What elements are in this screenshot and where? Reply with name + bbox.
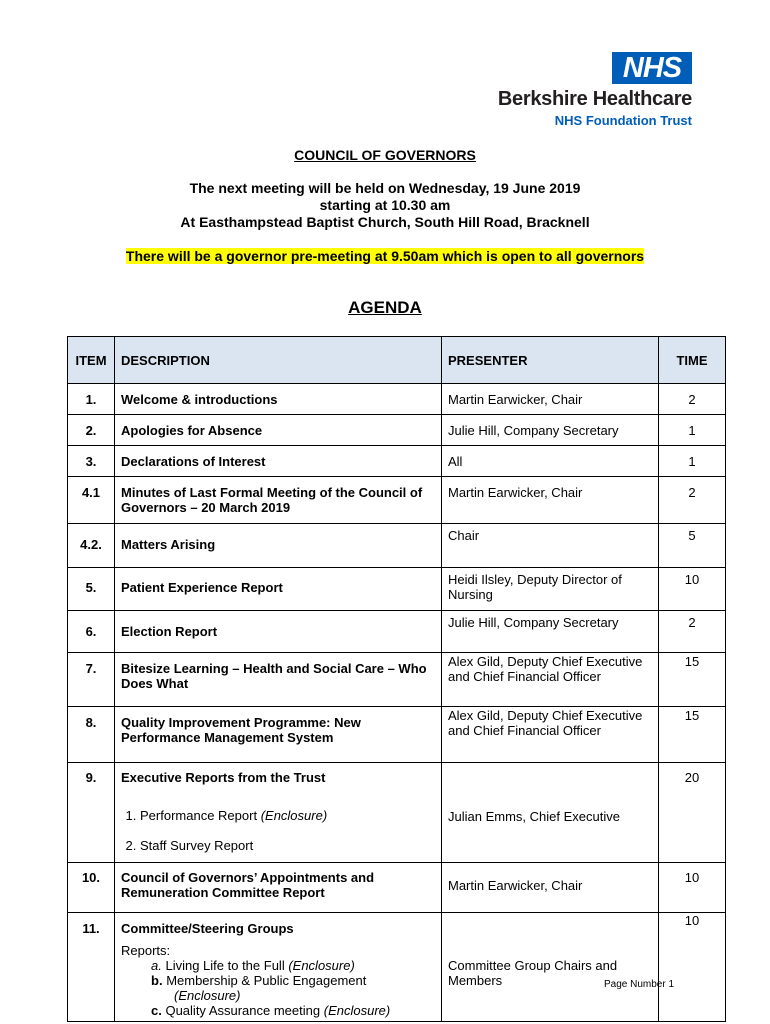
table-row xyxy=(68,524,726,568)
trust-name: Berkshire Healthcare xyxy=(497,88,692,110)
row-time: 15 xyxy=(659,653,726,707)
row-item: 2. xyxy=(68,415,115,446)
meeting-venue-line: At Easthampstead Baptist Church, South Hill Road, Bracknell xyxy=(180,214,590,230)
header-time: TIME xyxy=(659,337,726,384)
row-presenter: Julie Hill, Company Secretary xyxy=(442,415,659,446)
row-description xyxy=(115,913,442,1022)
row-time: 10 xyxy=(659,863,726,913)
row-item: 4.1 xyxy=(68,477,115,524)
row-presenter: All xyxy=(442,446,659,477)
table-row xyxy=(68,611,726,653)
list-item: 1. Performance Report (Enclosure) xyxy=(140,808,435,823)
row-description: Matters Arising xyxy=(115,524,442,568)
row-item: 6. xyxy=(68,611,115,653)
header-description: DESCRIPTION xyxy=(115,337,442,384)
row-item: 11. xyxy=(68,913,115,1022)
table-header-row xyxy=(68,337,726,384)
row-item: 3. xyxy=(68,446,115,477)
row-description: Welcome & introductions xyxy=(115,384,442,415)
trust-subtitle: NHS Foundation Trust xyxy=(554,113,692,128)
row-presenter: Julie Hill, Company Secretary xyxy=(442,611,659,653)
row-item: 4.2. xyxy=(68,524,115,568)
row-presenter: Alex Gild, Deputy Chief Executive and Chief Financial Officer xyxy=(442,653,659,707)
list-item: 2. Staff Survey Report xyxy=(140,838,435,853)
row-description: Declarations of Interest xyxy=(115,446,442,477)
row-description: Apologies for Absence xyxy=(115,415,442,446)
row-presenter: Committee Group Chairs and Members xyxy=(442,913,659,1022)
pre-meeting-notice: There will be a governor pre-meeting at 9.50am which is open to all governors xyxy=(125,248,645,264)
row-time: 1 xyxy=(659,415,726,446)
row-item: 9. xyxy=(68,763,115,863)
header-presenter: PRESENTER xyxy=(442,337,659,384)
row-description xyxy=(115,763,442,863)
trust-logo xyxy=(472,52,692,132)
row-time: 2 xyxy=(659,611,726,653)
row-time: 2 xyxy=(659,477,726,524)
row-time: 15 xyxy=(659,707,726,763)
table-row xyxy=(68,568,726,611)
row-description: Election Report xyxy=(115,611,442,653)
meeting-time-line: starting at 10.30 am xyxy=(319,197,451,213)
agenda-table xyxy=(67,336,726,1022)
row-description: Council of Governors’ Appointments and Remuneration Committee Report xyxy=(115,863,442,913)
row-item: 1. xyxy=(68,384,115,415)
sub-list xyxy=(121,808,435,853)
table-row xyxy=(68,384,726,415)
row-description: Quality Improvement Programme: New Performance Management System xyxy=(115,707,442,763)
agenda-heading: AGENDA xyxy=(348,298,422,317)
row-presenter: Martin Earwicker, Chair xyxy=(442,384,659,415)
row-presenter: Chair xyxy=(442,524,659,568)
row-time: 2 xyxy=(659,384,726,415)
list-item: a. Living Life to the Full (Enclosure) xyxy=(151,958,355,973)
row-presenter: Alex Gild, Deputy Chief Executive and Chief Financial Officer xyxy=(442,707,659,763)
row-presenter: Julian Emms, Chief Executive xyxy=(442,763,659,863)
row-item: 5. xyxy=(68,568,115,611)
table-row xyxy=(68,477,726,524)
row-item: 10. xyxy=(68,863,115,913)
row-presenter: Heidi Ilsley, Deputy Director of Nursing xyxy=(442,568,659,611)
row-description-title: Executive Reports from the Trust xyxy=(121,770,326,785)
row-item: 7. xyxy=(68,653,115,707)
row-description: Patient Experience Report xyxy=(115,568,442,611)
table-row xyxy=(68,446,726,477)
nhs-logo: NHS xyxy=(612,52,692,84)
table-row xyxy=(68,707,726,763)
row-time: 10 xyxy=(659,913,726,1022)
reports-label: Reports: xyxy=(121,943,171,958)
document-title: COUNCIL OF GOVERNORS xyxy=(294,147,476,163)
header-item: ITEM xyxy=(68,337,115,384)
row-presenter: Martin Earwicker, Chair xyxy=(442,477,659,524)
table-row xyxy=(68,913,726,1022)
list-item: c. Quality Assurance meeting (Enclosure) xyxy=(151,1003,391,1018)
row-description: Bitesize Learning – Health and Social Care – Who Does What xyxy=(115,653,442,707)
row-time: 5 xyxy=(659,524,726,568)
row-description: Minutes of Last Formal Meeting of the Council of Governors – 20 March 2019 xyxy=(115,477,442,524)
list-item: b. Membership & Public Engagement xyxy=(151,973,367,988)
row-item: 8. xyxy=(68,707,115,763)
row-presenter: Martin Earwicker, Chair xyxy=(442,863,659,913)
table-row xyxy=(68,863,726,913)
table-row xyxy=(68,653,726,707)
row-time: 20 xyxy=(659,763,726,863)
row-time: 1 xyxy=(659,446,726,477)
page-number: Page Number 1 xyxy=(604,979,675,990)
table-row xyxy=(68,415,726,446)
row-description-title: Committee/Steering Groups xyxy=(121,921,294,936)
table-row xyxy=(68,763,726,863)
row-time: 10 xyxy=(659,568,726,611)
list-item-note: (Enclosure) xyxy=(174,988,241,1003)
meeting-date-line: The next meeting will be held on Wednesday, 19 June 2019 xyxy=(189,180,581,196)
